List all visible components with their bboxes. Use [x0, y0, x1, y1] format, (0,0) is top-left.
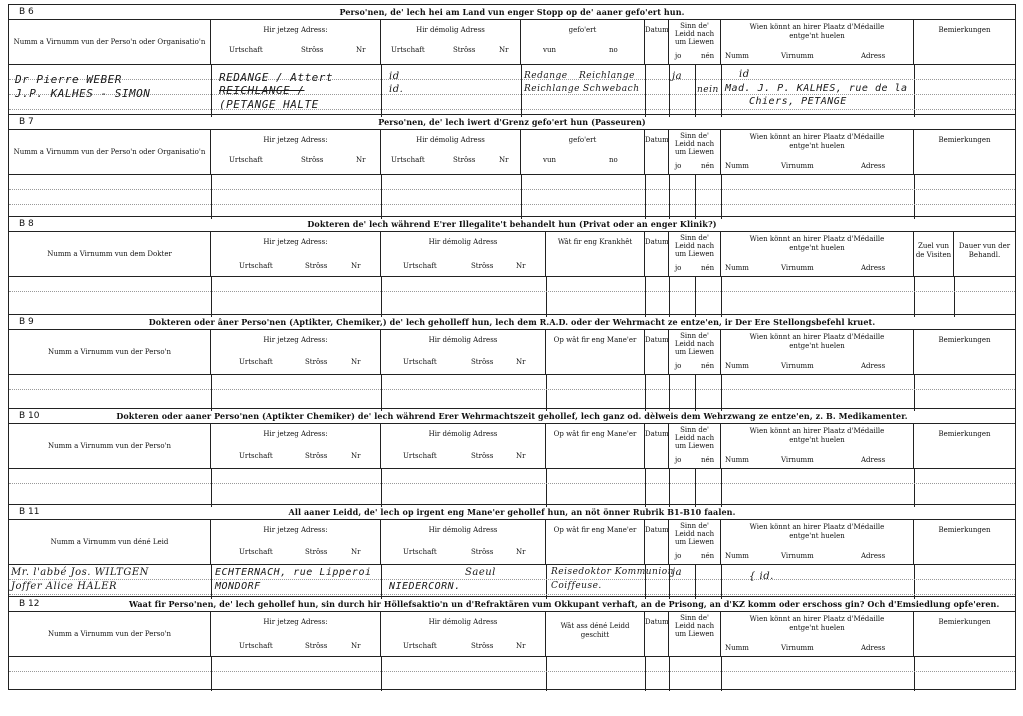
col-jo: jo	[675, 162, 682, 170]
col-nen: nén	[701, 264, 715, 272]
table-row	[9, 565, 1015, 580]
section-title: Dokteren oder âner Perso'nen (Aptikter, Chemiker,) de' lech geholleff hun, lech dem R.A.D. oder der Wehrmacht ze entze'en, ir Der Ere Stellongsbefehl kruet.	[148, 317, 876, 327]
col-jo: jo	[675, 52, 682, 60]
table-row	[9, 657, 1015, 672]
table-row	[9, 484, 1015, 498]
entry-rows	[9, 175, 1015, 219]
col-urtschaft: Urtschaft	[391, 156, 425, 164]
table-row	[9, 277, 1015, 292]
col-bemierkungen: Bemierkungen	[938, 430, 991, 438]
col-name: Numm a Virnumm vun déné Leid	[50, 538, 169, 546]
col-numm: Numm	[725, 456, 749, 464]
table-row	[9, 292, 1015, 306]
col-no: no	[609, 46, 618, 54]
col-jo: jo	[675, 264, 682, 272]
col-virnumm: Virnumm	[781, 52, 814, 60]
handwritten-address: MONDORF	[215, 581, 261, 592]
col-datum: Datum	[645, 336, 669, 344]
col-stross: Strôss	[305, 358, 328, 366]
col-numm: Numm	[725, 362, 749, 370]
col-nr: Nr	[351, 452, 361, 460]
col-sinn: Sinn de' Leidd nach um Liewen	[674, 614, 715, 638]
entry-rows	[9, 277, 1015, 317]
section-b9	[8, 314, 1016, 408]
col-datum: Datum	[645, 430, 669, 438]
col-numm: Numm	[725, 162, 749, 170]
section-title: Waat fir Perso'nen, de' lech gehollef hun, sin durch hir Höllefsaktio'n un d'Refraktären vum Okkupant verhaft, an de Prisong, an d'KZ komm oder erschoss gin? Och d'Emsiedlung opfe'eren.	[129, 599, 1000, 609]
col-stross: Strôss	[301, 156, 324, 164]
col-virnumm: Virnumm	[781, 362, 814, 370]
table-row	[9, 95, 1015, 110]
col-stross: Strôss	[453, 46, 476, 54]
section-code: B 9	[19, 317, 34, 327]
col-numm: Numm	[725, 552, 749, 560]
handwritten-medal: Chiers, PETANGE	[749, 96, 847, 107]
col-urtschaft: Urtschaft	[229, 46, 263, 54]
section-b10	[8, 408, 1016, 504]
col-medal: Wien könnt an hirer Plaatz d'Médaille entge'nt huelen	[749, 333, 885, 350]
col-urtschaft: Urtschaft	[403, 642, 437, 650]
col-current-address: Hir jetzeg Adress:	[263, 136, 328, 144]
col-urtschaft: Urtschaft	[239, 452, 273, 460]
handwritten-medal: Mad. J. P. KALHES, rue de la	[725, 83, 908, 94]
col-urtschaft: Urtschaft	[239, 548, 273, 556]
handwritten-to: Schwebach	[583, 84, 640, 94]
section-b6	[8, 4, 1016, 114]
table-row	[9, 390, 1015, 404]
col-krankheet: Wât fir eng Krankhêt	[557, 238, 633, 246]
section-title: Dokteren oder aaner Perso'nen (Aptikter Chemiker) de' lech während Erer Wehrmachtszeit gehollef, lech ganz od. dèlweis dem Wehrzwang ze entze'en, z. B. Medikamenter.	[116, 411, 908, 421]
col-current-address: Hir jetzeg Adress:	[263, 526, 328, 534]
entry-rows	[9, 469, 1015, 507]
col-urtschaft: Urtschaft	[391, 46, 425, 54]
entry-rows	[9, 65, 1015, 117]
section-title: Dokteren de' lech während E'rer Illegalite't behandelt hun (Privat oder an enger Klinik?)	[307, 219, 717, 229]
column-header	[9, 612, 1015, 657]
handwritten-from: Redange	[524, 71, 568, 81]
col-stross: Strôss	[305, 262, 328, 270]
col-bemierkungen: Bemierkungen	[938, 618, 991, 626]
handwritten-jo: ja	[672, 567, 683, 578]
section-title: All aaner Leidd, de' lech op irgent eng Mane'er gehollef hun, an nöt önner Rubrik B1-B10 faalen.	[288, 507, 736, 517]
column-header	[9, 424, 1015, 469]
col-nr: Nr	[516, 452, 526, 460]
col-wat-dene-leidd: Wât ass déné Leidd geschitt	[560, 622, 630, 639]
col-nr: Nr	[516, 642, 526, 650]
col-stross: Strôss	[453, 156, 476, 164]
col-virnumm: Virnumm	[781, 552, 814, 560]
col-stross: Strôss	[305, 452, 328, 460]
col-sinn: Sinn de' Leidd nach um Liewen	[674, 22, 715, 46]
col-sinn: Sinn de' Leidd nach um Liewen	[674, 132, 715, 156]
section-code: B 8	[19, 219, 34, 229]
handwritten-how: Coiffeuse.	[551, 581, 602, 591]
table-row	[9, 469, 1015, 484]
col-dauer-behandl: Dauer vun der Behandl.	[958, 242, 1011, 259]
table-row	[9, 190, 1015, 205]
handwritten-address: ECHTERNACH, rue Lipperoi	[215, 567, 372, 578]
col-name: Numm a Virnumm vun dem Dokter	[47, 250, 172, 258]
col-nen: nén	[701, 552, 715, 560]
col-stross: Strôss	[301, 46, 324, 54]
col-former-address: Hir démolig Adress	[428, 336, 498, 344]
entry-rows	[9, 657, 1015, 691]
col-current-address: Hir jetzeg Adress:	[263, 618, 328, 626]
handwritten-to: Reichlange	[579, 71, 635, 81]
handwritten-nen: nein	[697, 85, 719, 95]
col-sinn: Sinn de' Leidd nach um Liewen	[674, 522, 715, 546]
col-adress: Adress	[861, 162, 886, 170]
col-urtschaft: Urtschaft	[403, 358, 437, 366]
column-header	[9, 130, 1015, 175]
col-vun: vun	[543, 156, 556, 164]
col-maneer: Op wât fir eng Mane'er	[553, 430, 637, 438]
handwritten-address: (PETANGE HALTE	[219, 98, 319, 111]
col-urtschaft: Urtschaft	[403, 262, 437, 270]
section-title: Perso'nen, de' lech hei am Land vun enger Stopp op de' aaner gefo'ert hun.	[339, 7, 685, 17]
table-row	[9, 375, 1015, 390]
col-medal: Wien könnt an hirer Plaatz d'Médaille entge'nt huelen	[749, 23, 885, 40]
col-adress: Adress	[861, 52, 886, 60]
col-urtschaft: Urtschaft	[403, 548, 437, 556]
col-urtschaft: Urtschaft	[239, 262, 273, 270]
col-bemierkungen: Bemierkungen	[938, 336, 991, 344]
col-nen: nén	[701, 456, 715, 464]
col-datum: Datum	[645, 618, 669, 626]
col-name: Numm a Virnumm vun der Perso'n	[47, 630, 172, 638]
col-name: Numm a Virnumm vun der Perso'n oder Organisatio'n	[13, 148, 206, 156]
table-row	[9, 65, 1015, 80]
col-nr: Nr	[516, 358, 526, 366]
col-nen: nén	[701, 52, 715, 60]
col-datum: Datum	[645, 136, 669, 144]
col-numm: Numm	[725, 52, 749, 60]
col-nr: Nr	[351, 548, 361, 556]
col-urtschaft: Urtschaft	[229, 156, 263, 164]
col-former-address: Hir démolig Adress	[428, 526, 498, 534]
handwritten-address: REICHLANGE /	[219, 84, 305, 97]
col-datum: Datum	[645, 526, 669, 534]
col-virnumm: Virnumm	[781, 456, 814, 464]
column-header	[9, 20, 1015, 65]
handwritten-former: NIEDERCORN.	[389, 581, 461, 592]
col-name: Numm a Virnumm vun der Perso'n	[47, 442, 172, 450]
handwritten-medal: id	[739, 69, 750, 80]
col-nr: Nr	[516, 262, 526, 270]
col-nr: Nr	[351, 358, 361, 366]
col-stross: Strôss	[471, 452, 494, 460]
col-nen: nén	[701, 362, 715, 370]
column-header	[9, 232, 1015, 277]
handwritten-name: J.P. KALHES - SIMON	[15, 87, 151, 100]
handwritten-former: id	[389, 71, 400, 82]
section-b12	[8, 596, 1016, 690]
section-code: B 6	[19, 7, 34, 17]
section-code: B 7	[19, 117, 34, 127]
col-numm: Numm	[725, 264, 749, 272]
col-bemierkungen: Bemierkungen	[938, 136, 991, 144]
col-current-address: Hir jetzeg Adress:	[263, 26, 328, 34]
col-adress: Adress	[861, 644, 886, 652]
col-current-address: Hir jetzeg Adress:	[263, 430, 328, 438]
col-nr: Nr	[499, 156, 509, 164]
column-header	[9, 520, 1015, 565]
handwritten-jo: ja	[672, 71, 683, 82]
col-maneer: Op wât fir eng Mane'er	[553, 336, 637, 344]
col-urtschaft: Urtschaft	[239, 358, 273, 366]
col-sinn: Sinn de' Leidd nach um Liewen	[674, 332, 715, 356]
section-b8	[8, 216, 1016, 314]
col-adress: Adress	[861, 264, 886, 272]
col-urtschaft: Urtschaft	[239, 642, 273, 650]
table-row	[9, 175, 1015, 190]
col-zuel-visiten: Zuel vun de Visiten	[915, 242, 952, 259]
col-no: no	[609, 156, 618, 164]
col-stross: Strôss	[305, 642, 328, 650]
entry-rows	[9, 375, 1015, 411]
handwritten-name: Mr. l'abbé Jos. WILTGEN	[11, 567, 149, 578]
col-stross: Strôss	[471, 262, 494, 270]
col-jo: jo	[675, 362, 682, 370]
column-header	[9, 330, 1015, 375]
col-medal: Wien könnt an hirer Plaatz d'Médaille entge'nt huelen	[749, 235, 885, 252]
section-code: B 10	[19, 411, 40, 421]
col-datum: Datum	[645, 26, 669, 34]
col-gefoert: gefo'ert	[568, 26, 597, 34]
handwritten-address: REDANGE / Attert	[219, 71, 333, 84]
handwritten-name: Dr Pierre WEBER	[15, 73, 122, 86]
col-bemierkungen: Bemierkungen	[938, 526, 991, 534]
col-virnumm: Virnumm	[781, 162, 814, 170]
col-vun: vun	[543, 46, 556, 54]
col-nr: Nr	[499, 46, 509, 54]
col-medal: Wien könnt an hirer Plaatz d'Médaille entge'nt huelen	[749, 523, 885, 540]
col-former-address: Hir démolig Adress	[416, 136, 485, 144]
table-row	[9, 672, 1015, 686]
col-bemierkungen: Bemierkungen	[938, 26, 991, 34]
handwritten-former: Saeul	[465, 567, 496, 578]
col-virnumm: Virnumm	[781, 644, 814, 652]
handwritten-how: Reisedoktor Kommunion	[551, 567, 674, 577]
table-row	[9, 580, 1015, 595]
handwritten-medal: { id.	[749, 571, 774, 582]
col-nr: Nr	[351, 642, 361, 650]
col-maneer: Op wât fir eng Mane'er	[553, 526, 637, 534]
col-gefoert: gefo'ert	[568, 136, 597, 144]
col-medal: Wien könnt an hirer Plaatz d'Médaille entge'nt huelen	[749, 133, 885, 150]
col-stross: Strôss	[471, 642, 494, 650]
col-nr: Nr	[356, 156, 366, 164]
col-former-address: Hir démolig Adress	[428, 618, 498, 626]
col-current-address: Hir jetzeg Adress:	[263, 336, 328, 344]
col-stross: Strôss	[471, 548, 494, 556]
col-former-address: Hir démolig Adress	[428, 238, 498, 246]
col-stross: Strôss	[305, 548, 328, 556]
col-stross: Strôss	[471, 358, 494, 366]
col-urtschaft: Urtschaft	[403, 452, 437, 460]
col-adress: Adress	[861, 456, 886, 464]
handwritten-former: id.	[389, 84, 404, 95]
col-nr: Nr	[351, 262, 361, 270]
entry-rows	[9, 565, 1015, 599]
col-jo: jo	[675, 456, 682, 464]
section-code: B 11	[19, 507, 40, 517]
col-numm: Numm	[725, 644, 749, 652]
col-nr: Nr	[356, 46, 366, 54]
section-b11	[8, 504, 1016, 596]
col-medal: Wien könnt an hirer Plaatz d'Médaille entge'nt huelen	[749, 615, 885, 632]
col-nen: nén	[701, 162, 715, 170]
section-title: Perso'nen, de' lech iwert d'Grenz gefo'ert hun (Passeuren)	[378, 117, 646, 127]
col-adress: Adress	[861, 552, 886, 560]
col-virnumm: Virnumm	[781, 264, 814, 272]
handwritten-from: Reichlange	[524, 84, 580, 94]
col-name: Numm a Virnumm vun der Perso'n oder Organisatio'n	[13, 38, 206, 46]
col-sinn: Sinn de' Leidd nach um Liewen	[674, 234, 715, 258]
col-current-address: Hir jetzeg Adress:	[263, 238, 328, 246]
section-code: B 12	[19, 599, 40, 609]
col-datum: Datum	[645, 238, 669, 246]
col-medal: Wien könnt an hirer Plaatz d'Médaille entge'nt huelen	[749, 427, 885, 444]
col-former-address: Hir démolig Adress	[428, 430, 498, 438]
col-jo: jo	[675, 552, 682, 560]
section-b7	[8, 114, 1016, 216]
col-sinn: Sinn de' Leidd nach um Liewen	[674, 426, 715, 450]
resistance-form	[8, 4, 1016, 690]
col-adress: Adress	[861, 362, 886, 370]
col-nr: Nr	[516, 548, 526, 556]
col-name: Numm a Virnumm vun der Perso'n	[47, 348, 172, 356]
handwritten-name: Joffer Alice HALER	[11, 581, 118, 592]
col-former-address: Hir démolig Adress	[416, 26, 485, 34]
